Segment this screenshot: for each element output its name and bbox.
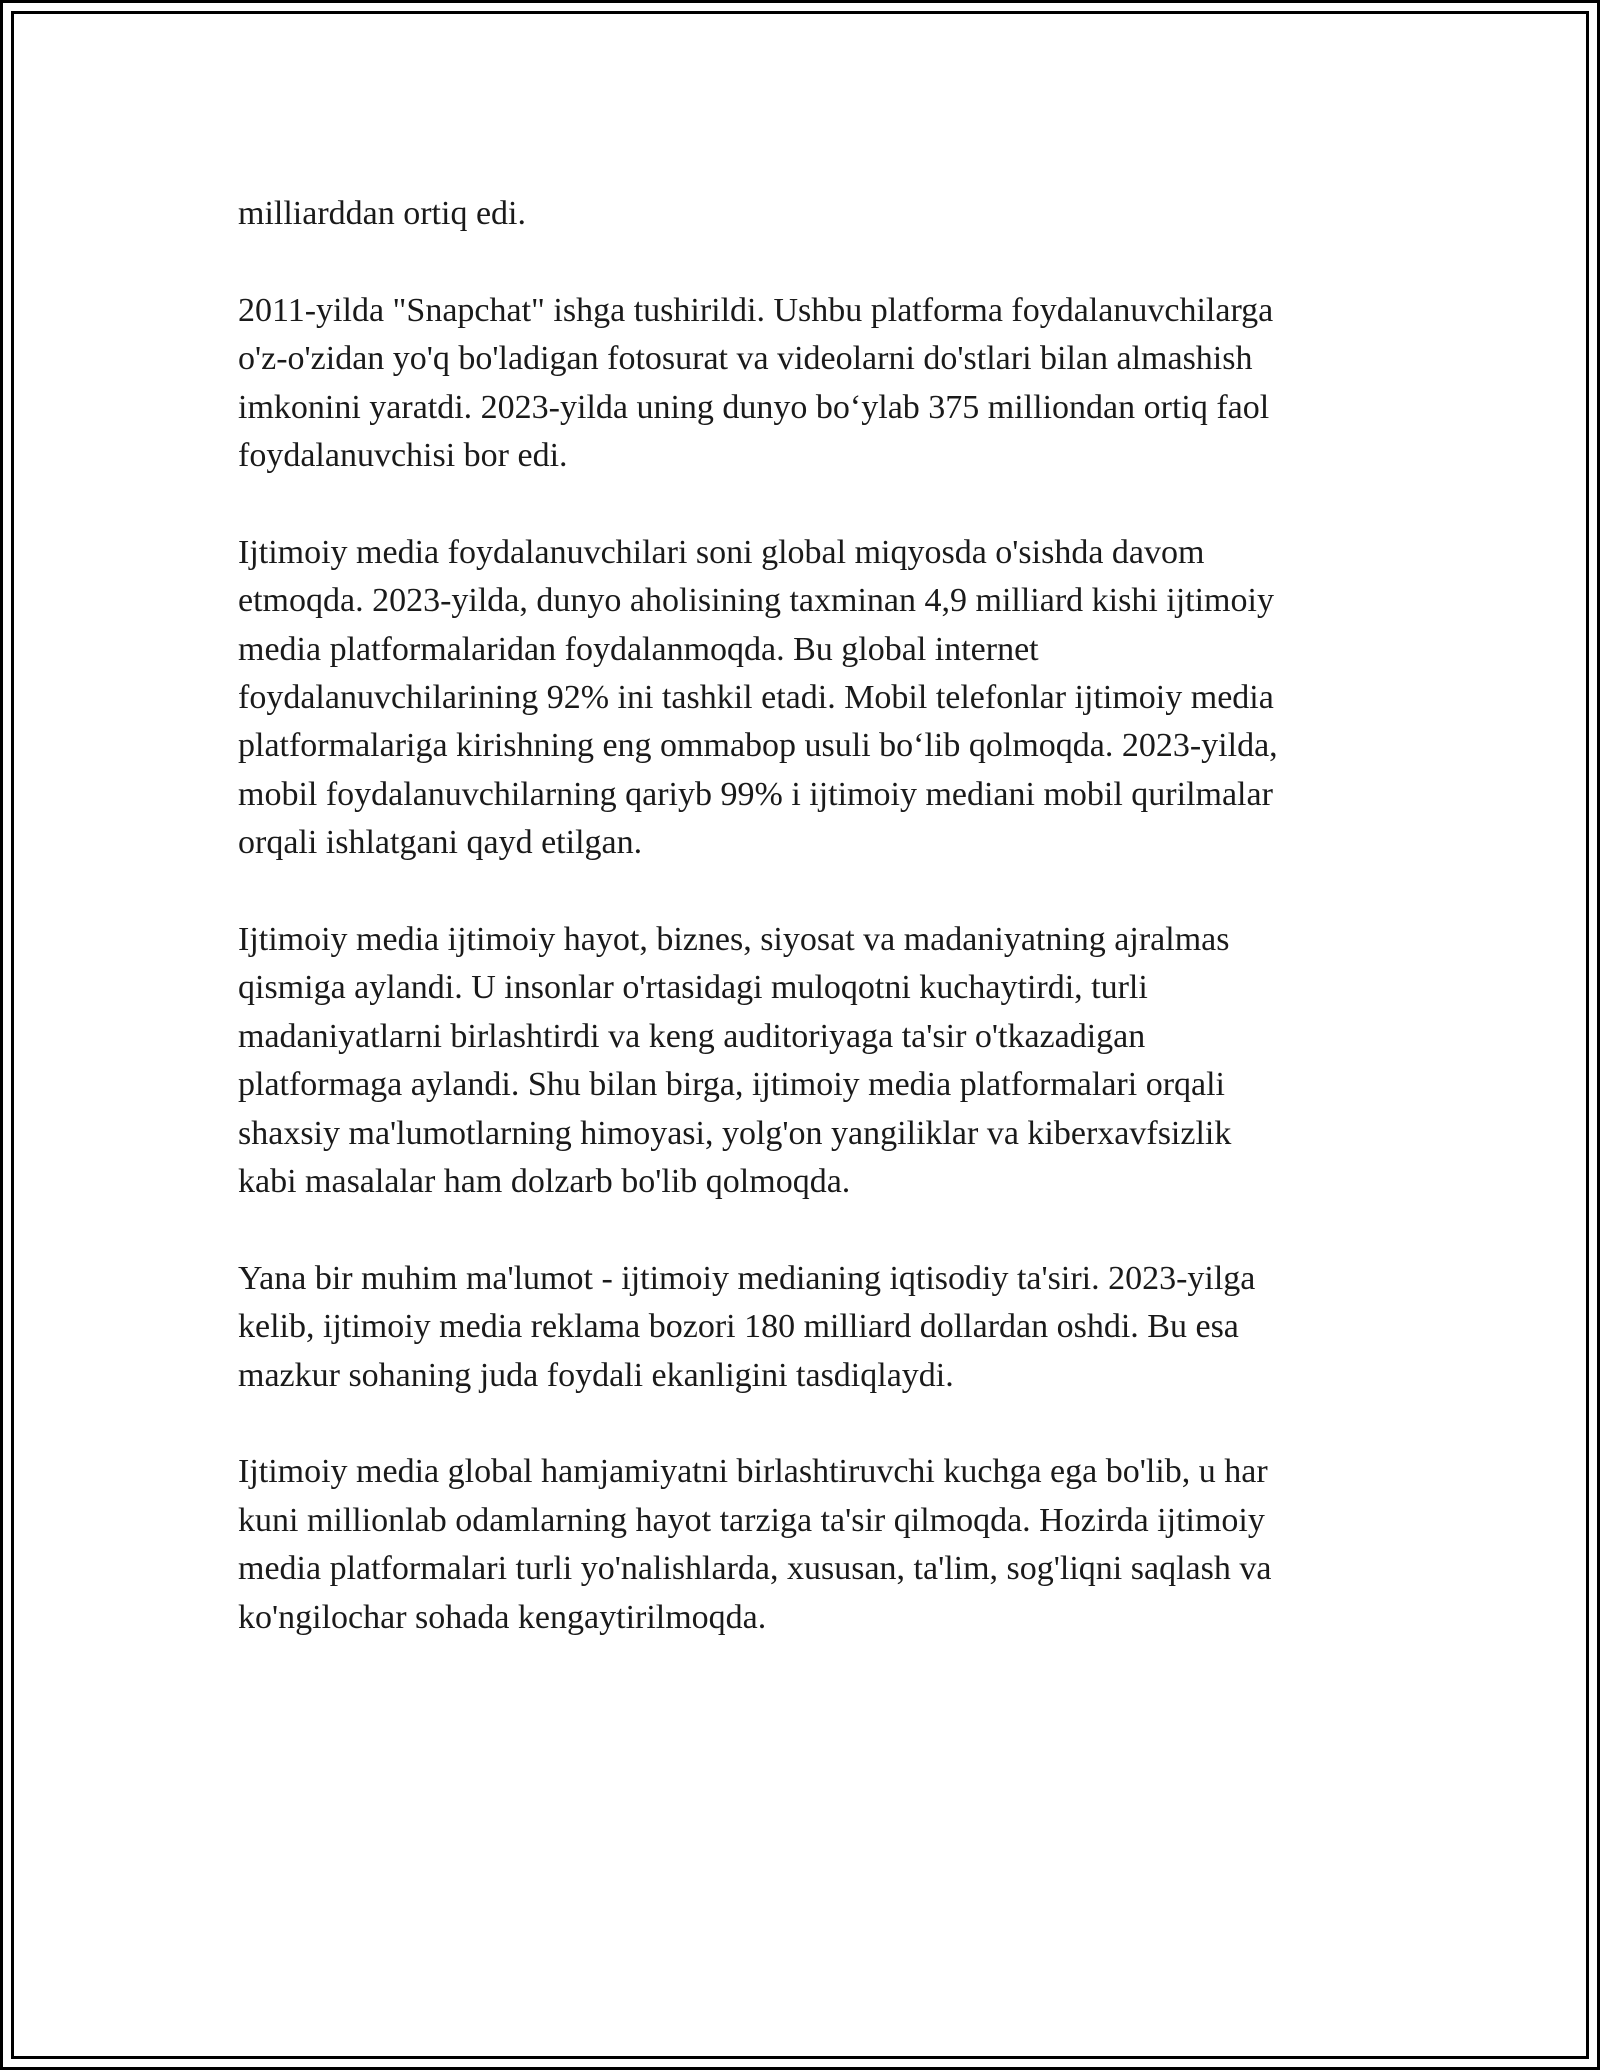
paragraph-4: Ijtimoiy media ijtimoiy hayot, biznes, siyosat va madaniyatning ajralmas qismiga aylandi. U insonlar o'rtasidagi muloqotni kuchaytirdi, turli madaniyatlarni birlashtirdi va keng auditoriyaga ta'sir o'tkazadigan platformaga aylandi. Shu bilan birga, ijtimoiy media platformalari orqali shaxsiy ma'lumotlarning himoyasi, yolg'on yangiliklar va kiberxavfsizlik kabi masalalar ham dolzarb bo'lib qolmoqda. <box>238 921 1232 1201</box>
paragraph-2: 2011-yilda "Snapchat" ishga tushirildi. Ushbu platforma foydalanuvchilarga o'z-o'zidan yo'q bo'ladigan fotosurat va videolarni do'stlari bilan almashish imkonini yaratdi. 2023-yilda uning dunyo bo‘ylab 375 milliondan ortiq faol foydalanuvchisi bor edi. <box>238 291 1274 475</box>
paragraph-5: Yana bir muhim ma'lumot - ijtimoiy medianing iqtisodiy ta'siri. 2023-yilga kelib, ijtimoiy media reklama bozori 180 milliard dollardan oshdi. Bu esa mazkur sohaning juda foydali ekanligini tasdiqlaydi. <box>238 1259 1256 1394</box>
paragraph-6: Ijtimoiy media global hamjamiyatni birlashtiruvchi kuchga ega bo'lib, u har kuni millionlab odamlarning hayot tarziga ta'sir qilmoqda. Hozirda ijtimoiy media platformalari turli yo'nalishlarda, xususan, ta'lim, sog'liqni saqlash va ko'ngilochar sohada kengaytirilmoqda. <box>238 1453 1272 1636</box>
paragraph-3: Ijtimoiy media foydalanuvchilari soni global miqyosda o'sishda davom etmoqda. 2023-yilda, dunyo aholisining taxminan 4,9 milliard kishi ijtimoiy media platformalaridan foydalanmoqda. Bu global internet foydalanuvchilarining 92% ini tashkil etadi. Mobil telefonlar ijtimoiy media platformalariga kirishning eng ommabop usuli bo‘lib qolmoqda. 2023-yilda, mobil foydalanuvchilarning qariyb 99% i ijtimoiy mediani mobil qurilmalar orqali ishlatgani qayd etilgan. <box>238 533 1278 862</box>
document-body <box>238 190 1378 1691</box>
paragraph-1: milliarddan ortiq edi. <box>238 195 526 232</box>
